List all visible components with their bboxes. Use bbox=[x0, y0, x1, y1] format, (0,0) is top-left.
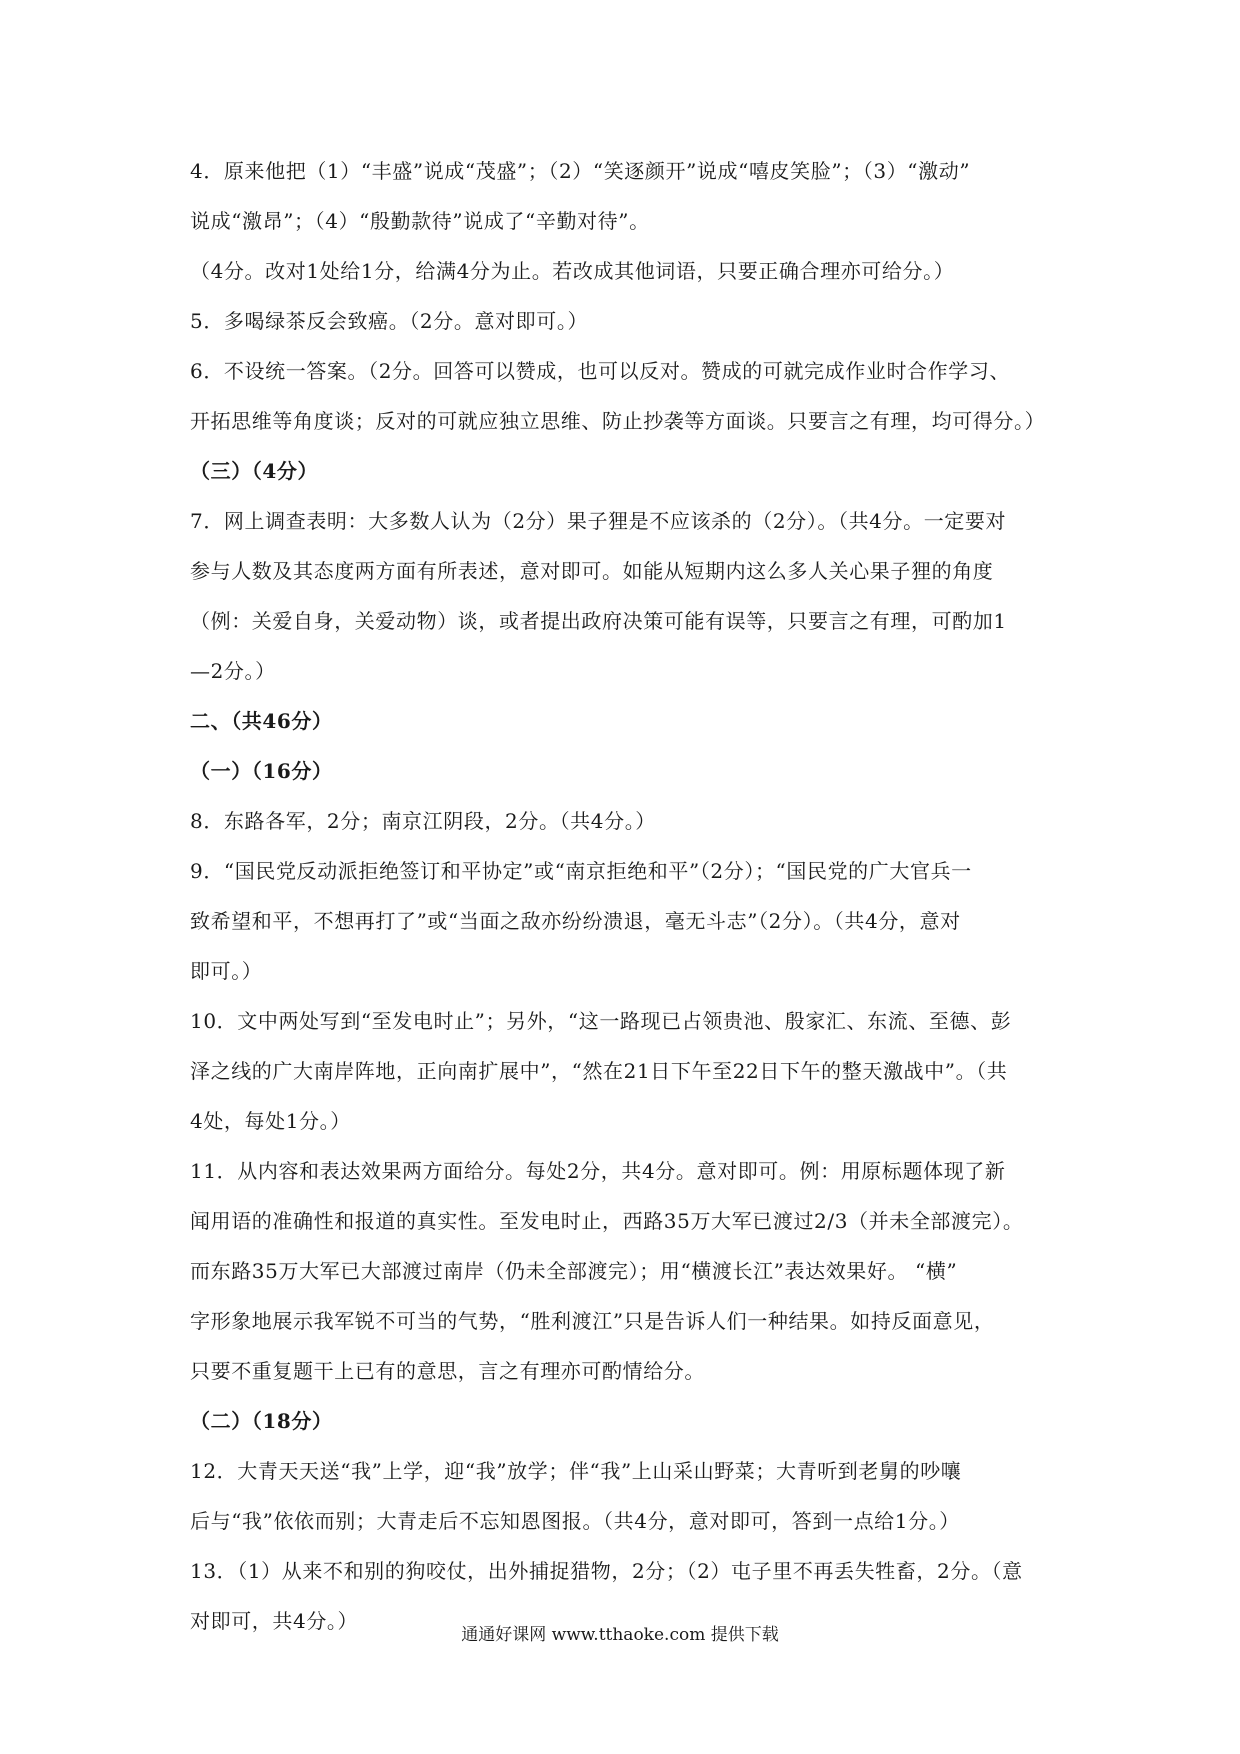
text-line: 而东路35万大军已大部渡过南岸（仍未全部渡完）；用“横渡长江”表达效果好。 “横” bbox=[190, 1259, 958, 1283]
text-line: 对即可，共4分。） bbox=[190, 1609, 359, 1633]
text-line: 8．东路各军，2分；南京江阴段，2分。（共4分。） bbox=[190, 809, 656, 833]
section-heading: （二）（18分） bbox=[190, 1409, 333, 1433]
text-line: 7．网上调查表明：大多数人认为（2分）果子狸是不应该杀的（2分）。（共4分。一定要对 bbox=[190, 509, 1007, 533]
text-line: 10．文中两处写到“至发电时止”；另外，“这一路现已占领贵池、殷家汇、东流、至德、彭 bbox=[190, 1009, 1012, 1033]
text-line: 即可。） bbox=[190, 959, 263, 983]
text-line: 5．多喝绿茶反会致癌。（2分。意对即可。） bbox=[190, 309, 589, 333]
text-line: 字形象地展示我军锐不可当的气势，“胜利渡江”只是告诉人们一种结果。如持反面意见， bbox=[190, 1309, 995, 1333]
text-line: 开拓思维等角度谈；反对的可就应独立思维、防止抄袭等方面谈。只要言之有理，均可得分。） bbox=[190, 409, 1046, 433]
section-heading: （三）（4分） bbox=[190, 459, 319, 483]
text-line: （4分。改对1处给1分，给满4分为止。若改成其他词语，只要正确合理亦可给分。） bbox=[190, 259, 955, 283]
text-line: 参与人数及其态度两方面有所表述，意对即可。如能从短期内这么多人关心果子狸的角度 bbox=[190, 559, 994, 583]
text-line: 9．“国民党反动派拒绝签订和平协定”或“南京拒绝和平”（2分）；“国民党的广大官兵一 bbox=[190, 859, 972, 883]
text-line: 泽之线的广大南岸阵地，正向南扩展中”，“然在21日下午至22日下午的整天激战中”。（共 bbox=[190, 1059, 1008, 1083]
text-line: 13．（1）从来不和别的狗咬仗，出外捕捉猎物，2分；（2）屯子里不再丢失牲畜，2分。（意 bbox=[190, 1559, 1023, 1583]
text-line: （例：关爱自身，关爱动物）谈，或者提出政府决策可能有误等，只要言之有理，可酌加1 bbox=[190, 609, 1007, 633]
section-heading: 二、（共46分） bbox=[190, 709, 333, 733]
text-line: 只要不重复题干上已有的意思，言之有理亦可酌情给分。 bbox=[190, 1359, 705, 1383]
text-line: 4．原来他把（1）“丰盛”说成“茂盛”；（2）“笑逐颜开”说成“嘻皮笑脸”；（3）“激动” bbox=[190, 159, 971, 183]
text-line: 致希望和平，不想再打了”或“当面之敌亦纷纷溃退，毫无斗志”（2分）。（共4分，意对 bbox=[190, 909, 961, 933]
section-heading: （一）（16分） bbox=[190, 759, 333, 783]
text-line: 闻用语的准确性和报道的真实性。至发电时止，西路35万大军已渡过2/3（并未全部渡完）。 bbox=[190, 1209, 1024, 1233]
text-line: 12．大青天天送“我”上学，迎“我”放学；伴“我”上山采山野菜；大青听到老舅的吵嚷 bbox=[190, 1459, 962, 1483]
page-footer: 通通好课网 www.tthaoke.com 提供下载 bbox=[461, 1625, 779, 1645]
text-line: 说成“激昂”；（4）“殷勤款待”说成了“辛勤对待”。 bbox=[190, 209, 650, 233]
text-line: 后与“我”依依而别；大青走后不忘知恩图报。（共4分，意对即可，答到一点给1分。） bbox=[190, 1509, 960, 1533]
text-line: 11．从内容和表达效果两方面给分。每处2分，共4分。意对即可。例：用原标题体现了新 bbox=[190, 1159, 1006, 1183]
text-line: 4处，每处1分。） bbox=[190, 1109, 351, 1133]
text-line: —2分。） bbox=[190, 659, 276, 683]
answer-key-body bbox=[190, 146, 1070, 1646]
text-line: 6．不设统一答案。（2分。回答可以赞成，也可以反对。赞成的可就完成作业时合作学习、 bbox=[190, 359, 1011, 383]
